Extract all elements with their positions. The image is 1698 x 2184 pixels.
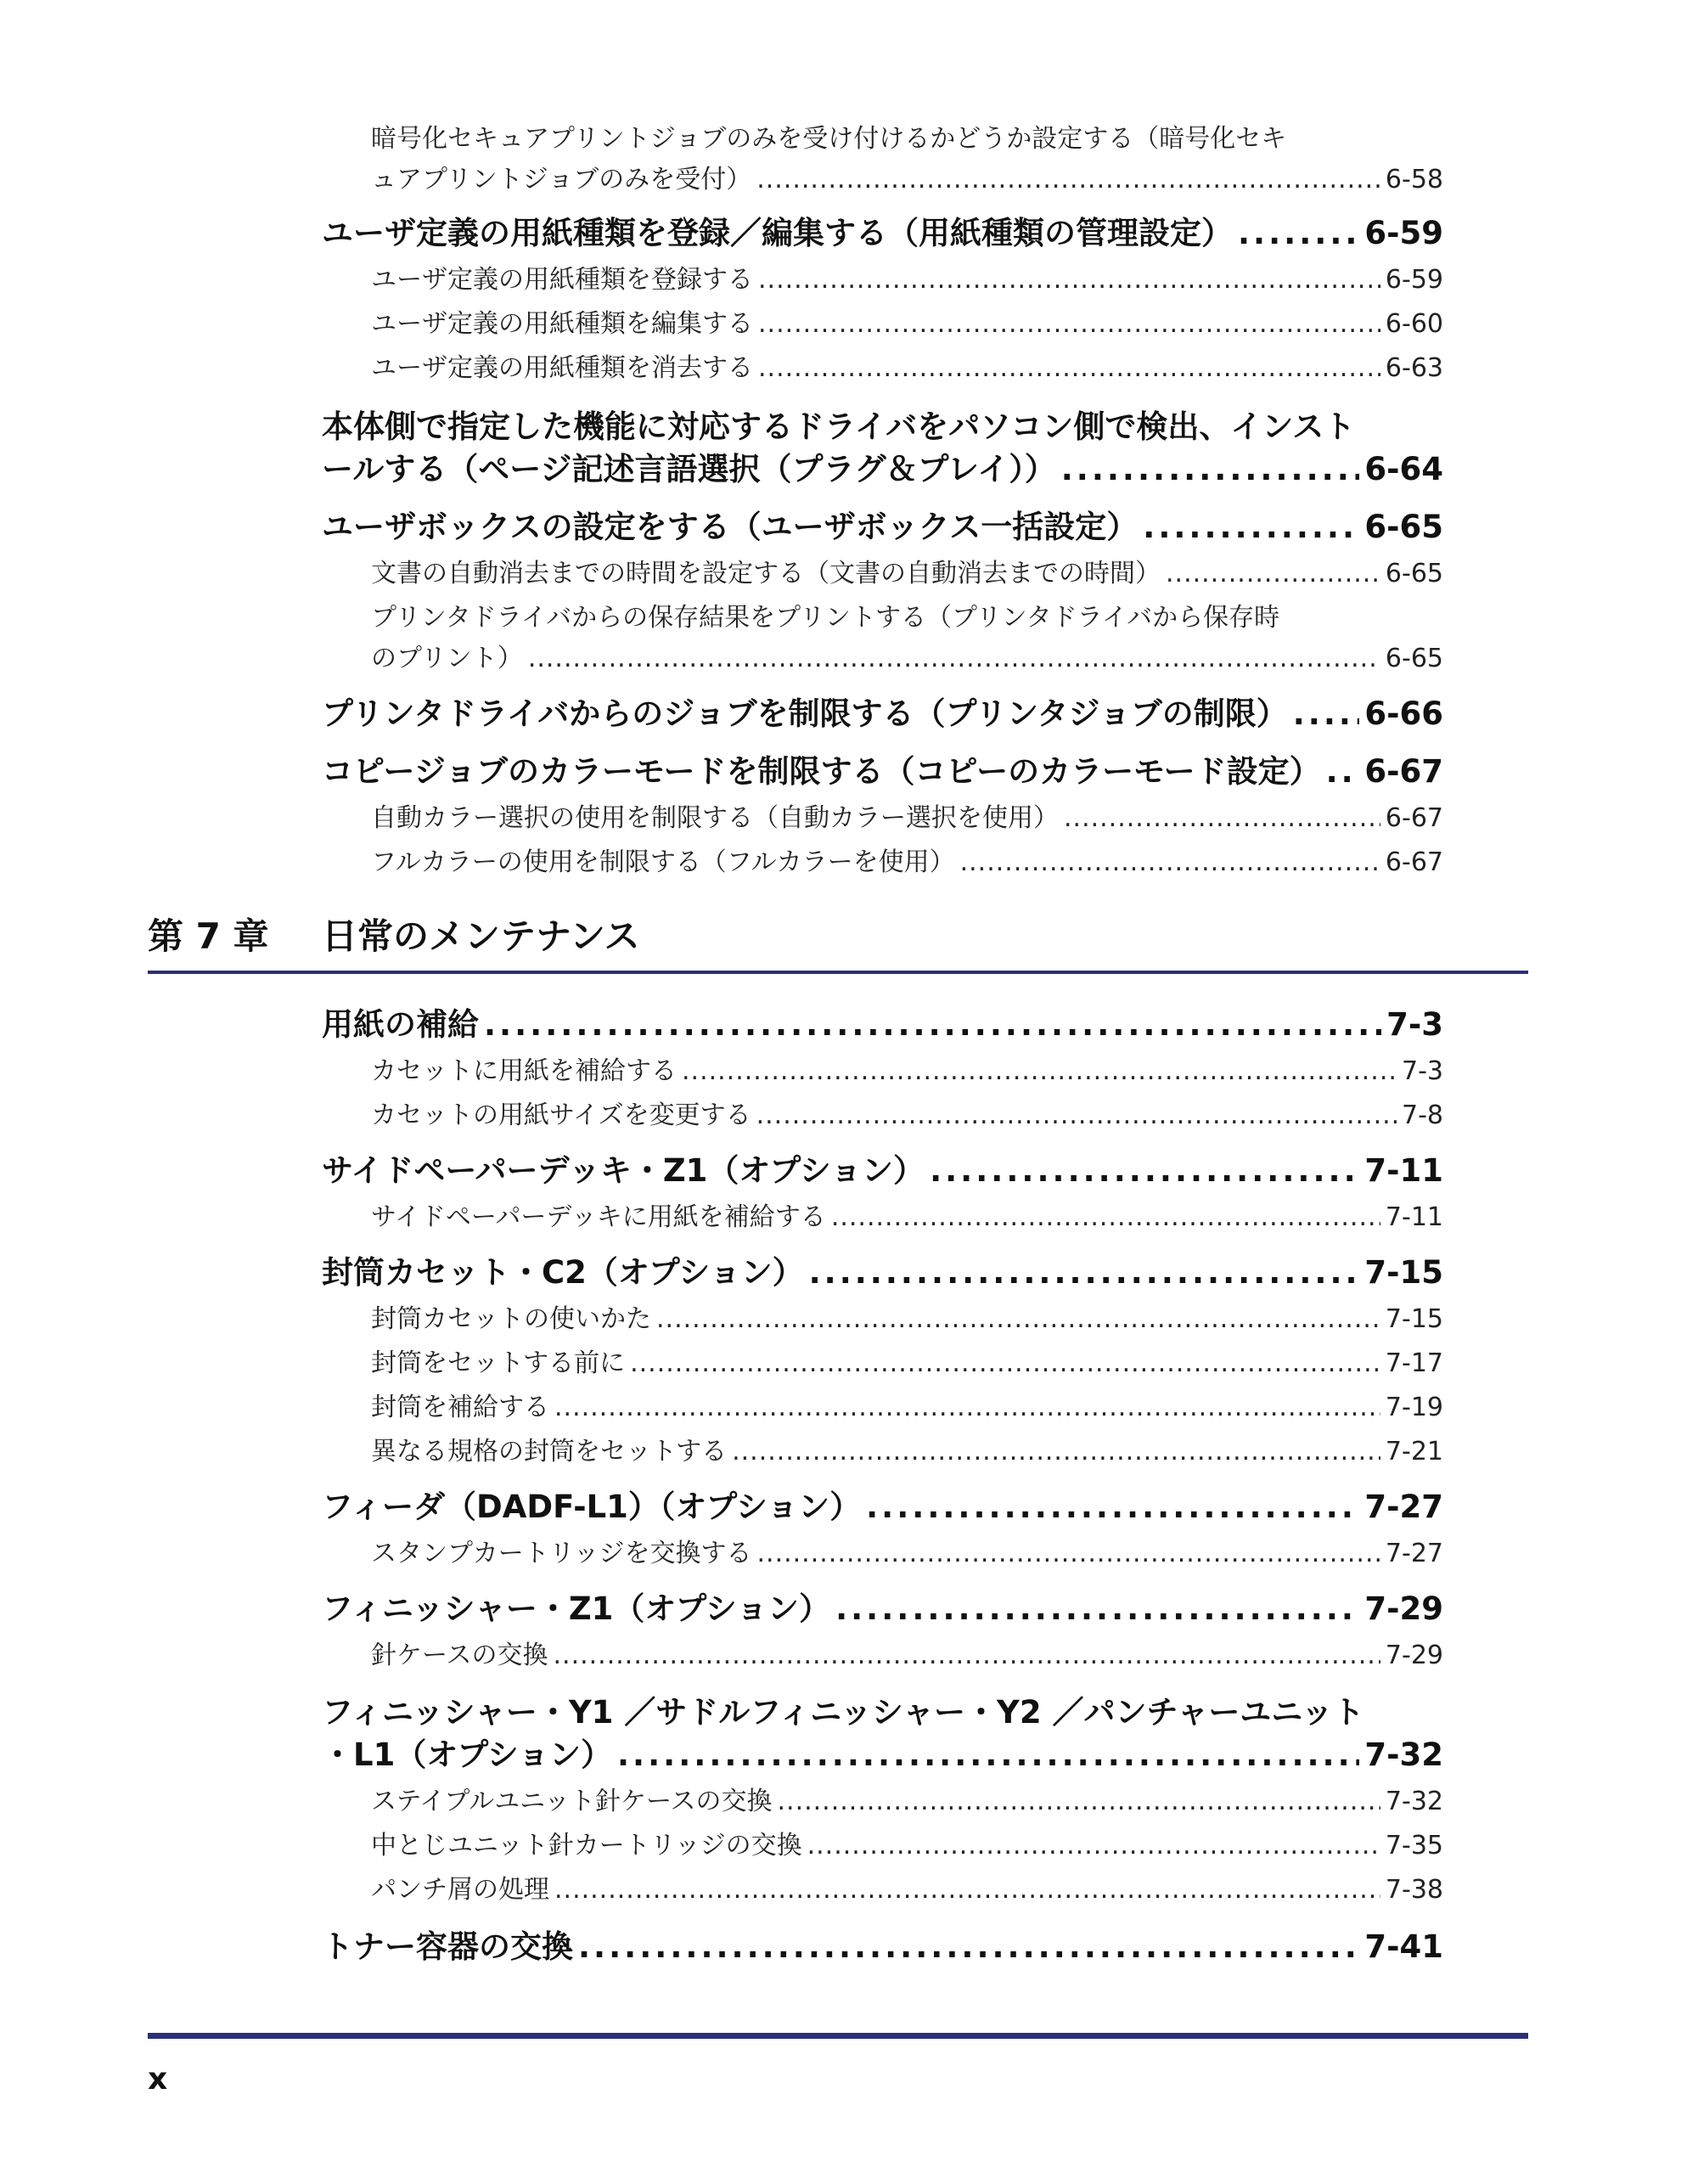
- toc-page-number: 7-17: [1385, 1348, 1443, 1378]
- toc-leader-dots: [1143, 509, 1359, 545]
- toc-page-number: 6-65: [1385, 644, 1443, 673]
- toc-page-number: 7-15: [1364, 1254, 1443, 1291]
- toc-page-number: 7-15: [1385, 1304, 1443, 1334]
- toc-page-number: 7-32: [1385, 1787, 1443, 1816]
- toc-entry-title: 封筒を補給する: [371, 1393, 549, 1422]
- toc-section-title: ・L1（オプション）: [322, 1737, 612, 1773]
- toc-leader-dots: [866, 1489, 1359, 1525]
- toc-entry-title: 封筒をセットする前に: [371, 1348, 626, 1378]
- toc-page-number: 6-63: [1385, 353, 1443, 383]
- toc-entry-title: パンチ屑の処理: [371, 1875, 549, 1905]
- toc-section-paper-supply: [322, 999, 1443, 1044]
- toc-leader-dots: [757, 1539, 1380, 1568]
- chapter-title: 日常のメンテナンス: [322, 915, 640, 957]
- toc-entry-env-supply: [371, 1386, 1443, 1423]
- toc-page-number: 7-41: [1364, 1928, 1443, 1965]
- toc-page-number: 7-27: [1364, 1489, 1443, 1525]
- toc-leader-dots: [1293, 695, 1360, 732]
- page-number: x: [148, 2062, 168, 2097]
- toc-page-number: 7-21: [1385, 1437, 1443, 1466]
- toc-section-title: サイドペーパーデッキ・Z1（オプション）: [322, 1152, 925, 1189]
- toc-page-number: 7-35: [1385, 1831, 1443, 1860]
- toc-leader-dots: [807, 1831, 1380, 1860]
- toc-leader-dots: [758, 309, 1380, 339]
- toc-entry-title: ステイプルユニット針ケースの交換: [371, 1787, 773, 1816]
- toc-leader-dots: [960, 847, 1380, 877]
- toc-section-title: ールする（ページ記述言語選択（プラグ＆プレイ））: [322, 451, 1056, 487]
- toc-entry-encrypted-print: [371, 158, 1443, 195]
- toc-page-number: 6-58: [1385, 165, 1443, 194]
- toc-section-user-box: [322, 501, 1443, 547]
- toc-entry-title: サイドペーパーデッキに用紙を補給する: [371, 1202, 826, 1232]
- toc-section-title: 用紙の補給: [322, 1006, 479, 1043]
- toc-leader-dots: [758, 265, 1380, 295]
- toc-leader-dots: [756, 1100, 1397, 1130]
- toc-leader-dots: [1238, 215, 1359, 251]
- toc-entry-title: 中とじユニット針カートリッジの交換: [371, 1831, 802, 1860]
- toc-leader-dots: [732, 1437, 1380, 1466]
- toc-leader-dots: [831, 1202, 1380, 1232]
- toc-section-copy-color-mode: [322, 746, 1443, 791]
- toc-leader-dots: [554, 1641, 1380, 1670]
- toc-section-title: 封筒カセット・C2（オプション）: [322, 1254, 804, 1291]
- toc-entry-staple-case: [371, 1634, 1443, 1671]
- toc-section-title: コピージョブのカラーモードを制限する（コピーのカラーモード設定）: [322, 753, 1321, 790]
- toc-page-number: 6-65: [1385, 559, 1443, 588]
- toc-page-number: 7-29: [1385, 1641, 1443, 1670]
- toc-entry-env-diff: [371, 1430, 1443, 1467]
- toc-leader-dots: [778, 1787, 1380, 1816]
- toc-entry-paper-register: [371, 258, 1443, 296]
- toc-entry-full-color: [371, 841, 1443, 878]
- toc-entry-title: ュアプリントジョブのみを受付）: [371, 165, 752, 194]
- toc-entry-side-deck-supply: [371, 1196, 1443, 1233]
- toc-page-number: 6-59: [1364, 215, 1443, 251]
- toc-leader-dots: [630, 1348, 1380, 1378]
- chapter-divider: [148, 971, 1528, 974]
- toc-section-title: ユーザ定義の用紙種類を登録／編集する（用紙種類の管理設定）: [322, 215, 1233, 251]
- toc-page-number: 7-3: [1386, 1006, 1443, 1043]
- toc-page-number: 7-3: [1402, 1056, 1443, 1086]
- toc-entry-title: 封筒カセットの使いかた: [371, 1304, 651, 1334]
- toc-entry-paper-delete: [371, 346, 1443, 384]
- toc-section-envelope-cassette: [322, 1247, 1443, 1292]
- toc-entry-title: のプリント）: [371, 644, 523, 673]
- toc-entry-cassette-supply: [371, 1050, 1443, 1087]
- toc-entry-title: フルカラーの使用を制限する（フルカラーを使用）: [371, 847, 955, 877]
- toc-leader-dots: [528, 644, 1380, 673]
- toc-leader-dots: [756, 165, 1380, 194]
- toc-section-feeder: [322, 1481, 1443, 1527]
- toc-section-finisher-z1: [322, 1583, 1443, 1629]
- toc-entry-paper-edit: [371, 302, 1443, 340]
- toc-section-plug-and-play: [322, 443, 1443, 489]
- toc-entry-title: ユーザ定義の用紙種類を登録する: [371, 265, 753, 295]
- toc-section-title: フィニッシャー・Z1（オプション）: [322, 1590, 831, 1627]
- toc-section-side-deck: [322, 1145, 1443, 1191]
- toc-leader-dots: [617, 1737, 1359, 1773]
- toc-entry-punch-waste: [371, 1868, 1443, 1905]
- toc-section-title: プリンタドライバからのジョブを制限する（プリンタジョブの制限）: [322, 695, 1288, 732]
- toc-entry-title: スタンプカートリッジを交換する: [371, 1539, 752, 1568]
- chapter-number: 第 7 章: [148, 915, 269, 957]
- toc-leader-dots: [1326, 753, 1360, 790]
- toc-leader-dots: [1061, 451, 1360, 487]
- toc-page-number: 6-67: [1385, 803, 1443, 833]
- toc-entry-driver-save-print-line1: プリンタドライバからの保存結果をプリントする（プリンタドライバから保存時: [371, 603, 1280, 633]
- toc-page-number: 7-8: [1402, 1100, 1443, 1130]
- toc-entry-driver-save-print: [371, 637, 1443, 674]
- toc-page-number: 7-38: [1385, 1875, 1443, 1905]
- toc-entry-staple-unit-case: [371, 1780, 1443, 1817]
- toc-entry-title: カセットの用紙サイズを変更する: [371, 1100, 751, 1130]
- toc-section-printer-job-limit: [322, 688, 1443, 734]
- toc-entry-title: ユーザ定義の用紙種類を消去する: [371, 353, 753, 383]
- toc-page-number: 7-19: [1385, 1393, 1443, 1422]
- toc-entry-env-before: [371, 1342, 1443, 1379]
- toc-leader-dots: [554, 1875, 1380, 1905]
- toc-leader-dots: [1064, 803, 1380, 833]
- toc-page-number: 7-11: [1364, 1152, 1443, 1189]
- toc-entry-title: 異なる規格の封筒をセットする: [371, 1437, 728, 1466]
- toc-entry-stamp-cartridge: [371, 1532, 1443, 1569]
- toc-entry-doc-auto-delete: [371, 552, 1443, 589]
- toc-leader-dots: [484, 1006, 1381, 1043]
- toc-leader-dots: [758, 353, 1380, 383]
- toc-page-number: 6-67: [1364, 753, 1443, 790]
- toc-leader-dots: [554, 1393, 1380, 1422]
- toc-page-number: 7-29: [1364, 1590, 1443, 1627]
- toc-leader-dots: [809, 1254, 1360, 1291]
- toc-leader-dots: [1166, 559, 1380, 588]
- toc-page-number: 6-65: [1364, 509, 1443, 545]
- toc-section-plug-and-play-line1: 本体側で指定した機能に対応するドライバをパソコン側で検出、インスト: [322, 408, 1356, 445]
- toc-entry-title: 針ケースの交換: [371, 1641, 548, 1670]
- toc-entry-title: 文書の自動消去までの時間を設定する（文書の自動消去までの時間）: [371, 559, 1161, 588]
- toc-leader-dots: [930, 1152, 1359, 1189]
- toc-section-title: フィーダ（DADF-L1）（オプション）: [322, 1489, 862, 1525]
- footer-divider: [148, 2033, 1528, 2039]
- toc-page-number: 6-64: [1364, 451, 1443, 487]
- toc-section-finisher-y1-line1: フィニッシャー・Y1 ／サドルフィニッシャー・Y2 ／パンチャーユニット: [322, 1694, 1364, 1731]
- toc-entry-auto-color: [371, 796, 1443, 834]
- toc-entry-env-usage: [371, 1297, 1443, 1335]
- toc-leader-dots: [682, 1056, 1397, 1086]
- toc-page-number: 6-59: [1385, 265, 1443, 295]
- toc-leader-dots: [578, 1928, 1359, 1965]
- toc-leader-dots: [835, 1590, 1359, 1627]
- toc-leader-dots: [656, 1304, 1380, 1334]
- toc-entry-cassette-size: [371, 1094, 1443, 1131]
- toc-section-title: トナー容器の交換: [322, 1928, 573, 1965]
- toc-page-number: 6-66: [1364, 695, 1443, 732]
- toc-section-toner: [322, 1921, 1443, 1967]
- toc-section-title: ユーザボックスの設定をする（ユーザボックス一括設定）: [322, 509, 1139, 545]
- toc-page-number: 6-60: [1385, 309, 1443, 339]
- toc-entry-saddle-cartridge: [371, 1824, 1443, 1861]
- toc-entry-title: 自動カラー選択の使用を制限する（自動カラー選択を使用）: [371, 803, 1059, 833]
- toc-entry-encrypted-print-line1: 暗号化セキュアプリントジョブのみを受け付けるかどうか設定する（暗号化セキ: [371, 124, 1287, 154]
- toc-page-number: 7-27: [1385, 1539, 1443, 1568]
- toc-entry-title: ユーザ定義の用紙種類を編集する: [371, 309, 753, 339]
- toc-entry-title: カセットに用紙を補給する: [371, 1056, 677, 1086]
- toc-section-paper-type-mgmt: [322, 207, 1443, 253]
- toc-page-number: 7-11: [1385, 1202, 1443, 1232]
- toc-page-number: 7-32: [1364, 1737, 1443, 1773]
- toc-page-number: 6-67: [1385, 847, 1443, 877]
- toc-section-finisher-y1: [322, 1729, 1443, 1775]
